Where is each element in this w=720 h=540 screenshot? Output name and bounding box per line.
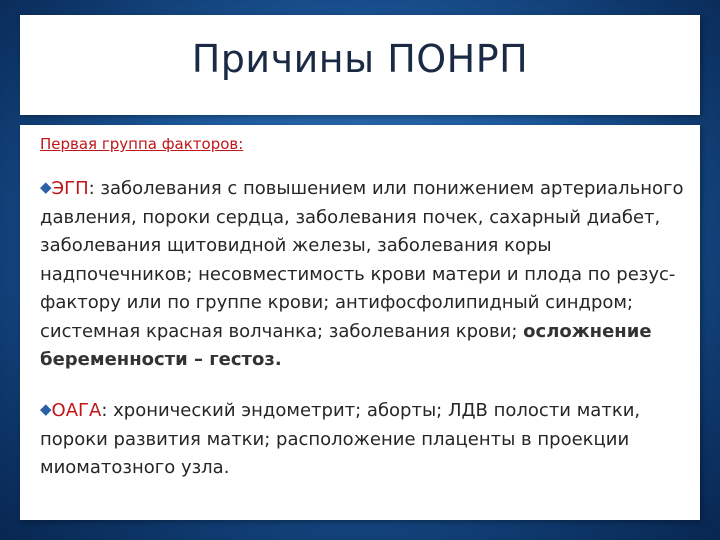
bullet-lead-oaga: ОАГА <box>51 400 102 421</box>
subheading: Первая группа факторов: <box>40 135 244 153</box>
bullet-text-egp: : заболевания с повышением или понижением артериального давления, пороки сердца, заболевания почек, сахарный диабет, заболевания щитовидной железы, заболевания коры надпочечников; несовместимость крови матери и плода по резус-фактору или по группе крови; антифосфолипидный синдром; системная красная волчанка; заболевания крови; <box>40 178 684 342</box>
bullet-item-egp <box>40 175 690 375</box>
title-panel <box>20 15 700 115</box>
diamond-bullet-icon: ◆ <box>40 178 52 196</box>
bullet-text-oaga: : хронический эндометрит; аборты; ЛДВ полости матки, пороки развития матки; расположение плаценты в проекции миоматозного узла. <box>40 400 641 478</box>
bullet-emphasis-gestosis: осложнение беременности – гестоз. <box>40 320 652 370</box>
diamond-bullet-icon: ◆ <box>40 400 52 418</box>
bullet-item-oaga <box>40 397 690 483</box>
content-panel <box>20 125 700 520</box>
bullet-lead-egp: ЭГП <box>51 178 89 199</box>
slide-title: Причины ПОНРП <box>191 37 529 81</box>
